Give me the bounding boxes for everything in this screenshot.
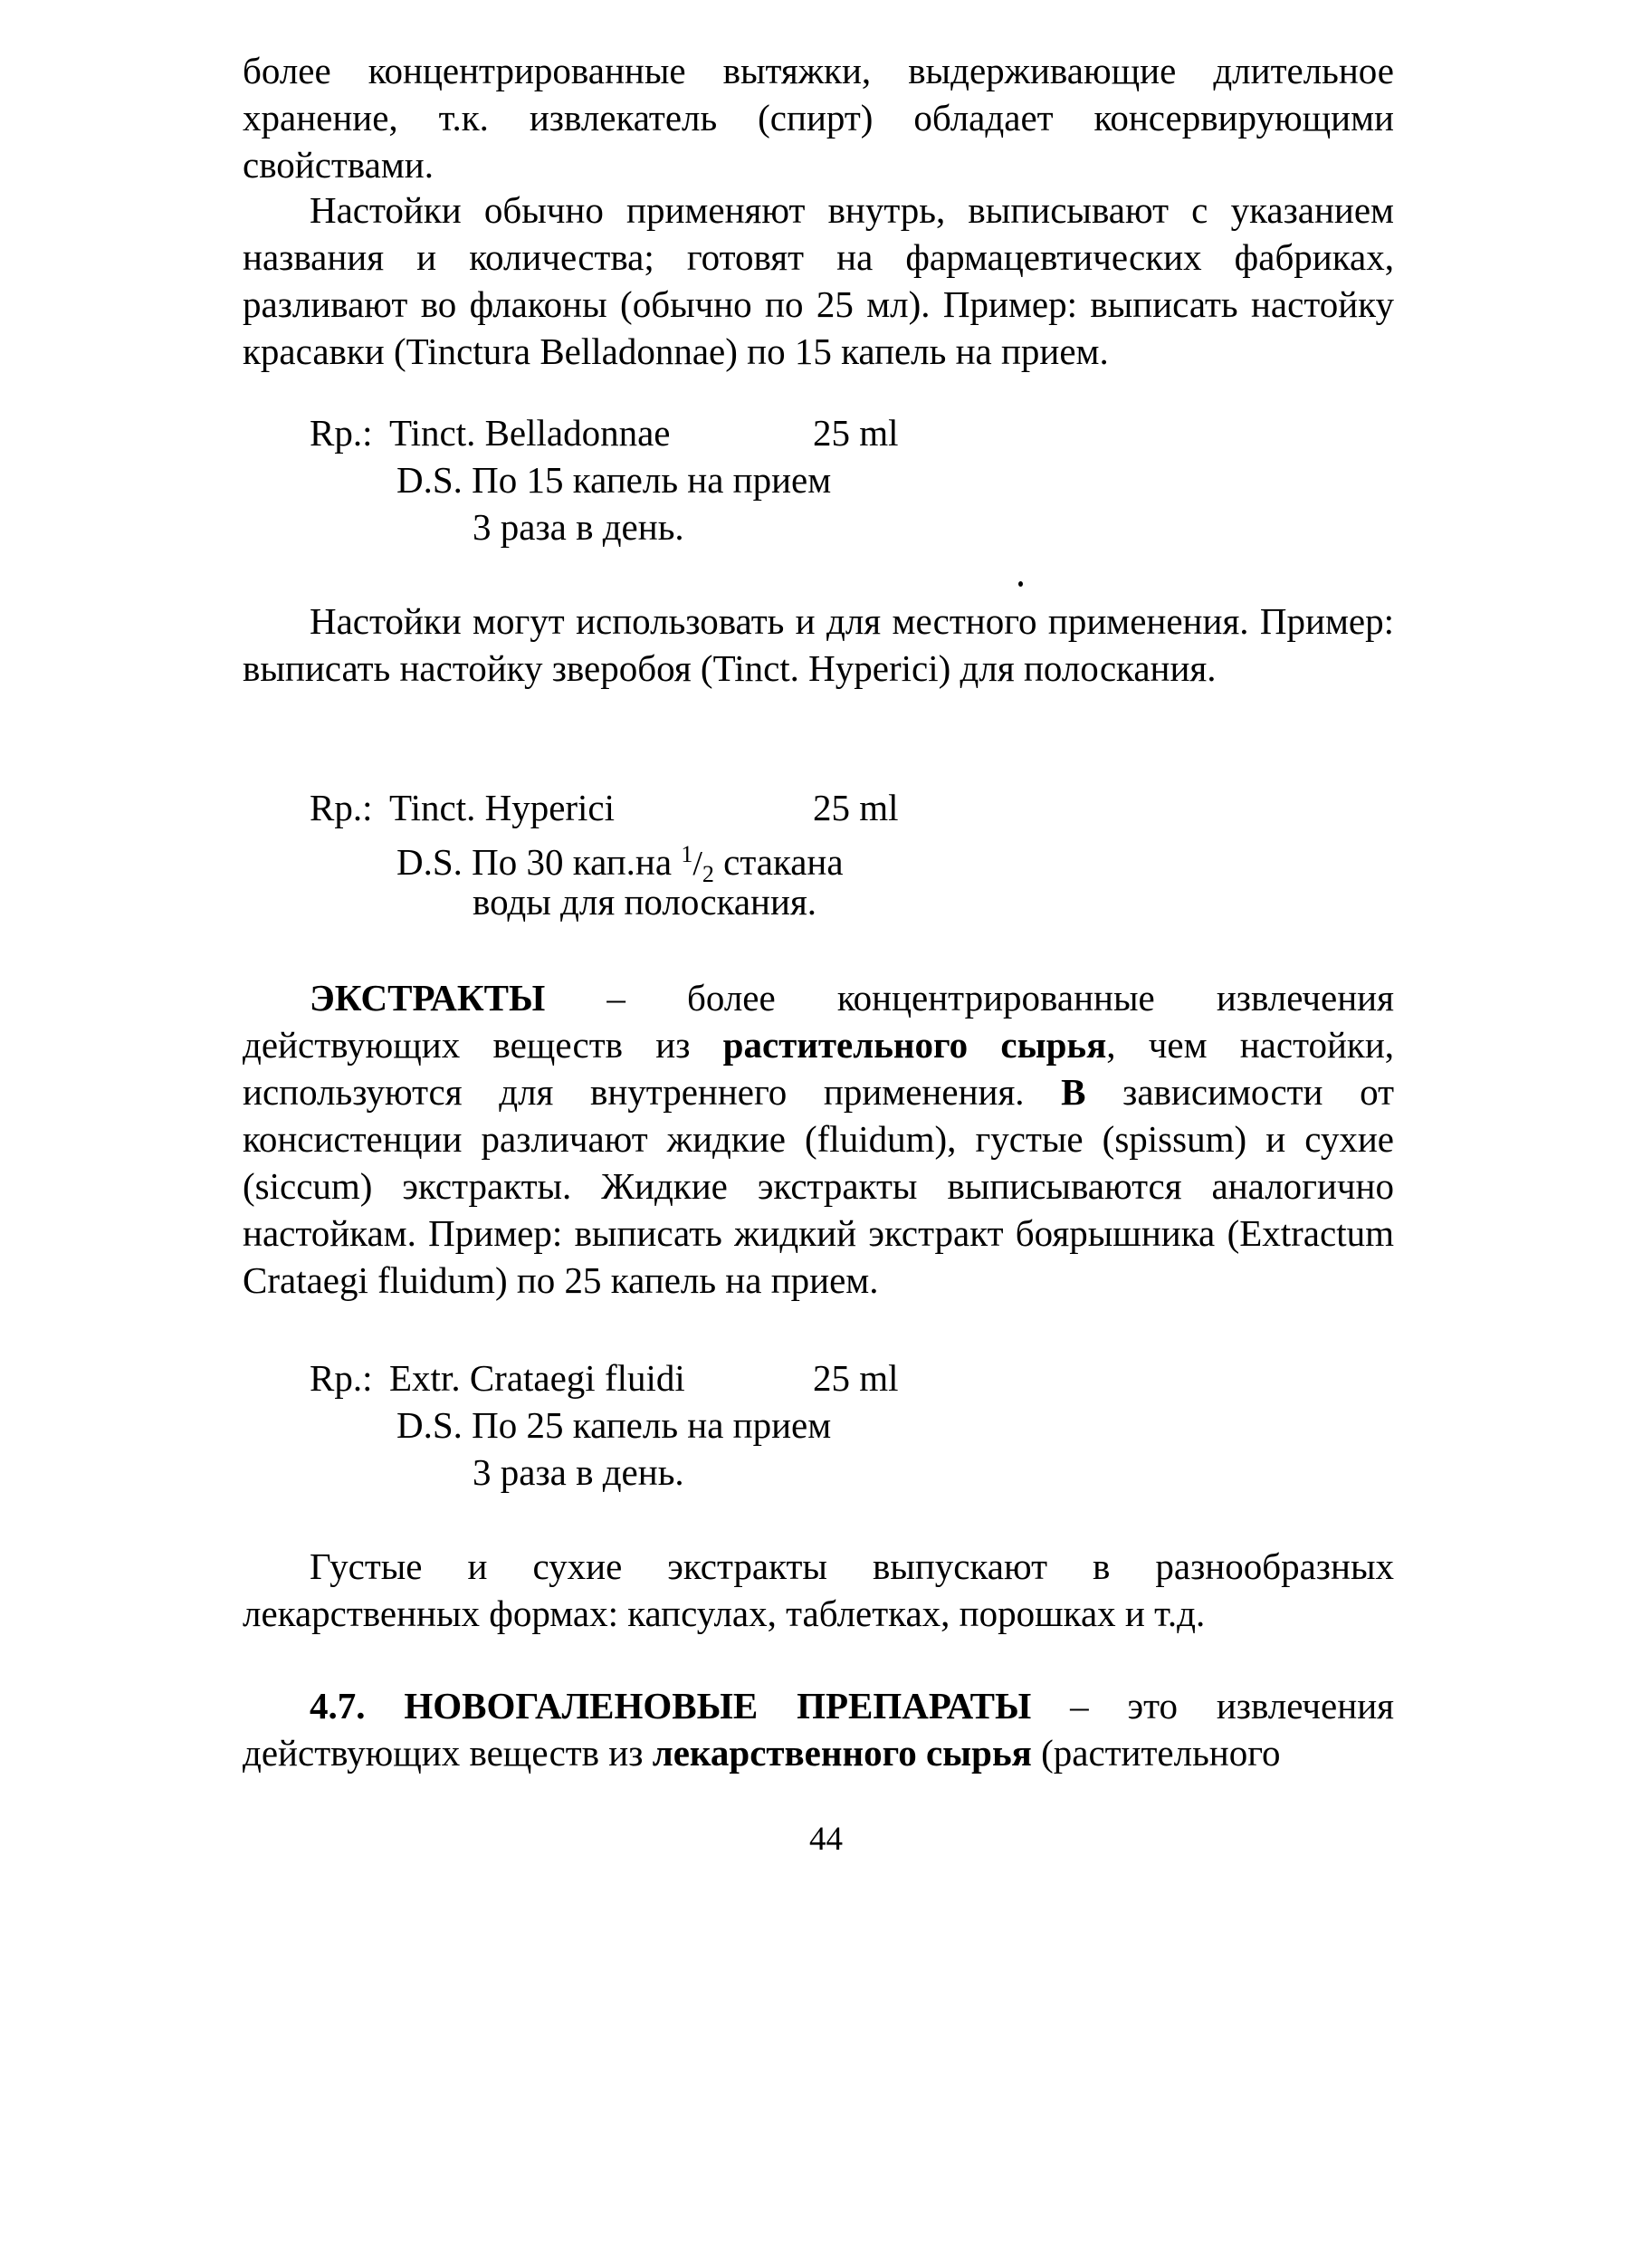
prescription-crataegi: [310, 1354, 998, 1496]
rx-signature-cont: воды для полоскания.: [473, 881, 817, 923]
rx-quantity: 25 ml: [813, 1357, 899, 1399]
paragraph-extracts: ЭКСТРАКТЫ – более концентрированные извлечения действующих веществ из растительного сырья, чем настойки, используются для внутреннего применения. В зависимости от консистенции различают жидкие (fluidum), густые (spissum) и сухие (siccum) экстракты. Жидкие экстракты выписываются аналогично настойкам. Пример: выписать жидкий экстракт боярышника (Extractum Crataegi fluidum) по 25 капель на прием.: [243, 977, 1395, 1301]
page-number: 44: [809, 1821, 843, 1858]
rx-drug: Tinct. Belladonnae: [389, 412, 671, 454]
rx-quantity: 25 ml: [813, 787, 899, 828]
prescription-hyperici: [310, 784, 998, 925]
rx-label: Rp.:: [310, 412, 373, 454]
rx-signature-cont: 3 раза в день.: [473, 506, 684, 548]
rx-label: Rp.:: [310, 787, 373, 828]
rx-quantity: 25 ml: [813, 412, 899, 454]
fraction-denominator: 2: [702, 861, 714, 887]
rx-drug: Tinct. Hyperici: [389, 787, 616, 828]
section-heading: 4.7. НОВОГАЛЕНОВЫЕ ПРЕПАРАТЫ: [310, 1685, 1032, 1727]
paragraph-thick-dry-extracts: Густые и сухие экстракты выпускают в разнообразных лекарственных формах: капсулах, таблетках, порошках и т.д.: [243, 1545, 1394, 1634]
term-extracts: ЭКСТРАКТЫ: [310, 977, 546, 1019]
rx-signature: D.S. По 25 капель на прием: [396, 1404, 832, 1446]
rx-signature: D.S. По 30 кап.на $^1$/2 стакана: [396, 841, 844, 887]
stray-mark: [1018, 581, 1023, 587]
rx-drug: Extr. Crataegi fluidi: [389, 1357, 685, 1399]
paragraph-tinctures-usage: Настойки обычно применяют внутрь, выписывают с указанием названия и количества; готовят на фармацевтических фабриках, разливают во флаконы (обычно по 25 мл). Пример: выписать настойку красавки (Tinctura Belladonnae) по 15 капель на прием.: [243, 189, 1394, 372]
prescription-belladonna: [310, 409, 998, 550]
paragraph-neogalenic: 4.7. НОВОГАЛЕНОВЫЕ ПРЕПАРАТЫ – это извлечения действующих веществ из лекарственного сырья (растительного: [243, 1685, 1394, 1774]
paragraph-local-use: Настойки могут использовать и для местного применения. Пример: выписать настойку зверобоя (Tinct. Hyperici) для полоскания.: [243, 600, 1394, 689]
rx-signature-cont: 3 раза в день.: [473, 1451, 684, 1493]
paragraph-continuation: более концентрированные вытяжки, выдерживающие длительное хранение, т.к. извлекатель (спирт) обладает консервирующими свойствами.: [243, 50, 1394, 186]
fraction-numerator: 1: [681, 841, 693, 867]
rx-label: Rp.:: [310, 1357, 373, 1399]
rx-signature: D.S. По 15 капель на прием: [396, 459, 832, 501]
